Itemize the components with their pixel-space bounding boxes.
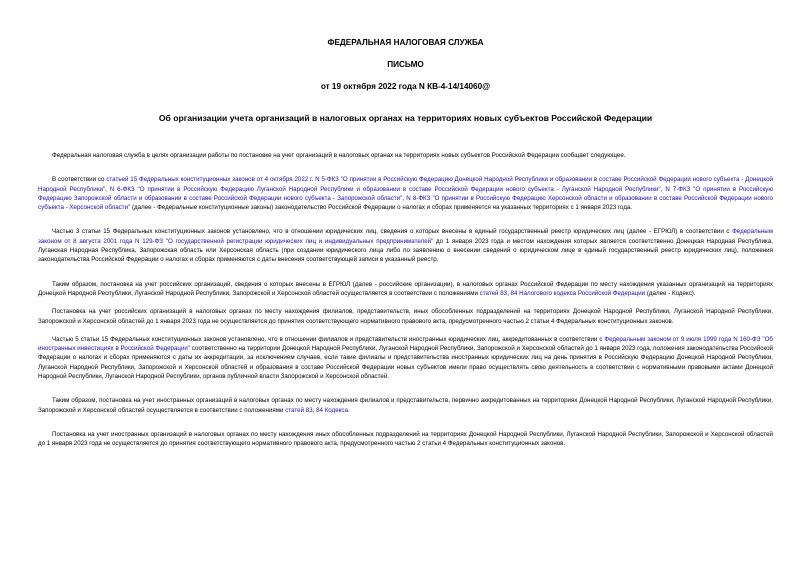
document-subject: Об организации учета организаций в налоговых органах на территориях новых субъектов Российской Федерации [158,113,653,123]
paragraph-8: Постановка на учет иностранных организаций в налоговых органах по месту нахождения иных обособленных подразделений на территориях Донецкой Народной Республики, Луганской Народной Республики, Запорожской и Херсонской областей до 1 января 2023 года не осуществляется до принятия соответствующего нормативного правового акта, предусмотренного частью 2 статьи 4 Федеральных конституционных законов. [38,430,773,448]
paragraph-text: , [105,185,110,193]
link-article-84-tax-code[interactable]: 84 Налогового кодекса Российской Федерации [510,289,646,297]
paragraph-text: Частью 5 статьи 15 Федеральных конституционных законов установлено, что в отношении филиалов и представительств иностранных юридических лиц, аккредитованных в соответствии с [52,335,605,343]
paragraph-text: Таким образом, постановка на учет российских организаций, сведения о которых внесены в ЕГРЮЛ (далее - российские организации), в налоговых органах Российской Федерации по месту нахождения указанных организаций на территориях Донецкой Народной Республики, Луганской Народной Республики, Запорожской и Херсонской областей осуществляется в соответствии с положениями [38,280,773,297]
paragraph-5: Постановка на учет российских организаций в налоговых органах по месту нахождения филиалов, представительств, иных обособленных подразделений на территориях Донецкой Народной Республики, Луганской Народной Республики, Запорожской и Херсонской областей до 1 января 2023 года не осуществляется до принятия соответствующего нормативного правового акта, предусмотренного частью 2 статьи 4 Федеральных конституционных законов. [38,308,773,325]
paragraph-text: до 1 января 2023 года и местом нахождения которых является соответственно Донецкая Народная Республика, Луганская Народная Республика, Запорожская область или Херсонская область (при создании юридического лица либо по заявлению о внесении сведений о юридическом лице в единый государственный реестр юридических лиц), положения законодательства Российской Федерации о налогах и сборах применяются с даты внесения соответствующей записи в указанный реестр. [38,237,773,264]
link-fkz-8[interactable]: N 8-ФКЗ "О принятии в Российскую Федерацию Херсонской области и образовании в составе Российской Федерации нового субъекта - Херсонской области" [38,194,773,212]
link-article-83[interactable]: статей 83 [479,289,508,297]
paragraph-text: . [347,406,350,414]
paragraph-text: (далее - Кодекс). [645,289,696,297]
paragraph-text: Таким образом, постановка на учет иностранных организаций в налоговых органах по месту нахождения филиалов и представительств, первично аккредитованных на территориях Донецкой Народной Республики, Луганской Народной Республики, Запорожской и Херсонской областей осуществляется в соответствии с положениями [38,397,773,414]
paragraph-text: Частью 3 статьи 15 Федеральных конституционных законов установлено, что в отношении юридических лиц, сведения о которых внесены в единый государственный реестр юридических лиц (далее - ЕГРЮЛ) в соответствии с [52,228,733,236]
link-fz-129[interactable]: Федеральным законом от 8 августа 2001 года N 129-ФЗ "О государственной регистрации юридических лиц и индивидуальных предпринимателей" [38,228,773,245]
document-number: от 19 октября 2022 года N КВ-4-14/14060@ [320,82,491,91]
link-fz-160[interactable]: Федеральным законом от 9 июля 1999 года N 160-ФЗ "Об иностранных инвестициях в Российской Федерации" [38,335,773,353]
paragraph-7 [38,396,773,415]
paragraph-text: , [507,289,511,297]
paragraph-2 [38,175,773,212]
paragraph-text: В соответствии со [52,176,107,184]
paragraph-text: (далее - Федеральные конституционные законы) законодательство Российской Федерации о налогах и сборах применяется на указанных территориях с 1 января 2023 года. [130,204,633,212]
paragraph-4 [38,280,773,299]
link-fkz-6[interactable]: N 6-ФКЗ "О принятии в Российскую Федерацию Луганской Народной Республики и образовании в составе Российской Федерации нового субъекта - Луганской Народной Республики" [109,185,661,193]
paragraph-text: , [402,194,407,202]
paragraph-6 [38,335,773,381]
document-kind: ПИСЬМО [387,60,424,69]
paragraph-text: , [312,406,317,414]
paragraph-3 [38,227,773,264]
link-article-83-code[interactable]: статей 83 [285,406,313,414]
link-article-84-code[interactable]: 84 Кодекса [316,406,348,414]
paragraph-intro: Федеральная налоговая служба в целях организации работы по постановке на учет организаций в налоговых органах на территориях новых субъектов Российской Федерации сообщает следующее. [52,152,626,159]
paragraph-text: соответственно на территории Донецкой Народной Республики, Луганской Народной Республики, Запорожской и Херсонской областей до 1 января 2023 года, положения законодательства Российской Федерации о налогах и сборах применяются с даты их аккредитации, за исключением случаев, если такие филиалы и представительства иностранных юридических лиц на день принятия в Российскую Федерацию Донецкой Народной Республики, Луганской Народной Республики, Запорожской и Херсонской областей и образования в составе Российской Федерации новых субъектов имели право осуществлять свою деятельность в соответствии с нормативными правовыми актами Донецкой Народной Республики, Луганской Народной Республики, органов публичной власти Запорожской и Херсонской областей. [38,345,773,381]
paragraph-text: , [660,185,666,193]
link-fkz-5[interactable]: статьей 15 Федеральных конституционных законов от 4 октября 2022 г. N 5-ФКЗ "О принятии в Российскую Федерацию Донецкой Народной Республики и образовании в составе Российской Федерации нового субъекта - Донецкой Народной Республики" [38,176,773,193]
link-fkz-7[interactable]: N 7-ФКЗ "О принятии в Российскую Федерацию Запорожской области и образовании в составе Российской Федерации нового субъекта - Запорожской области" [38,185,773,202]
agency-name: ФЕДЕРАЛЬНАЯ НАЛОГОВАЯ СЛУЖБА [327,38,484,47]
